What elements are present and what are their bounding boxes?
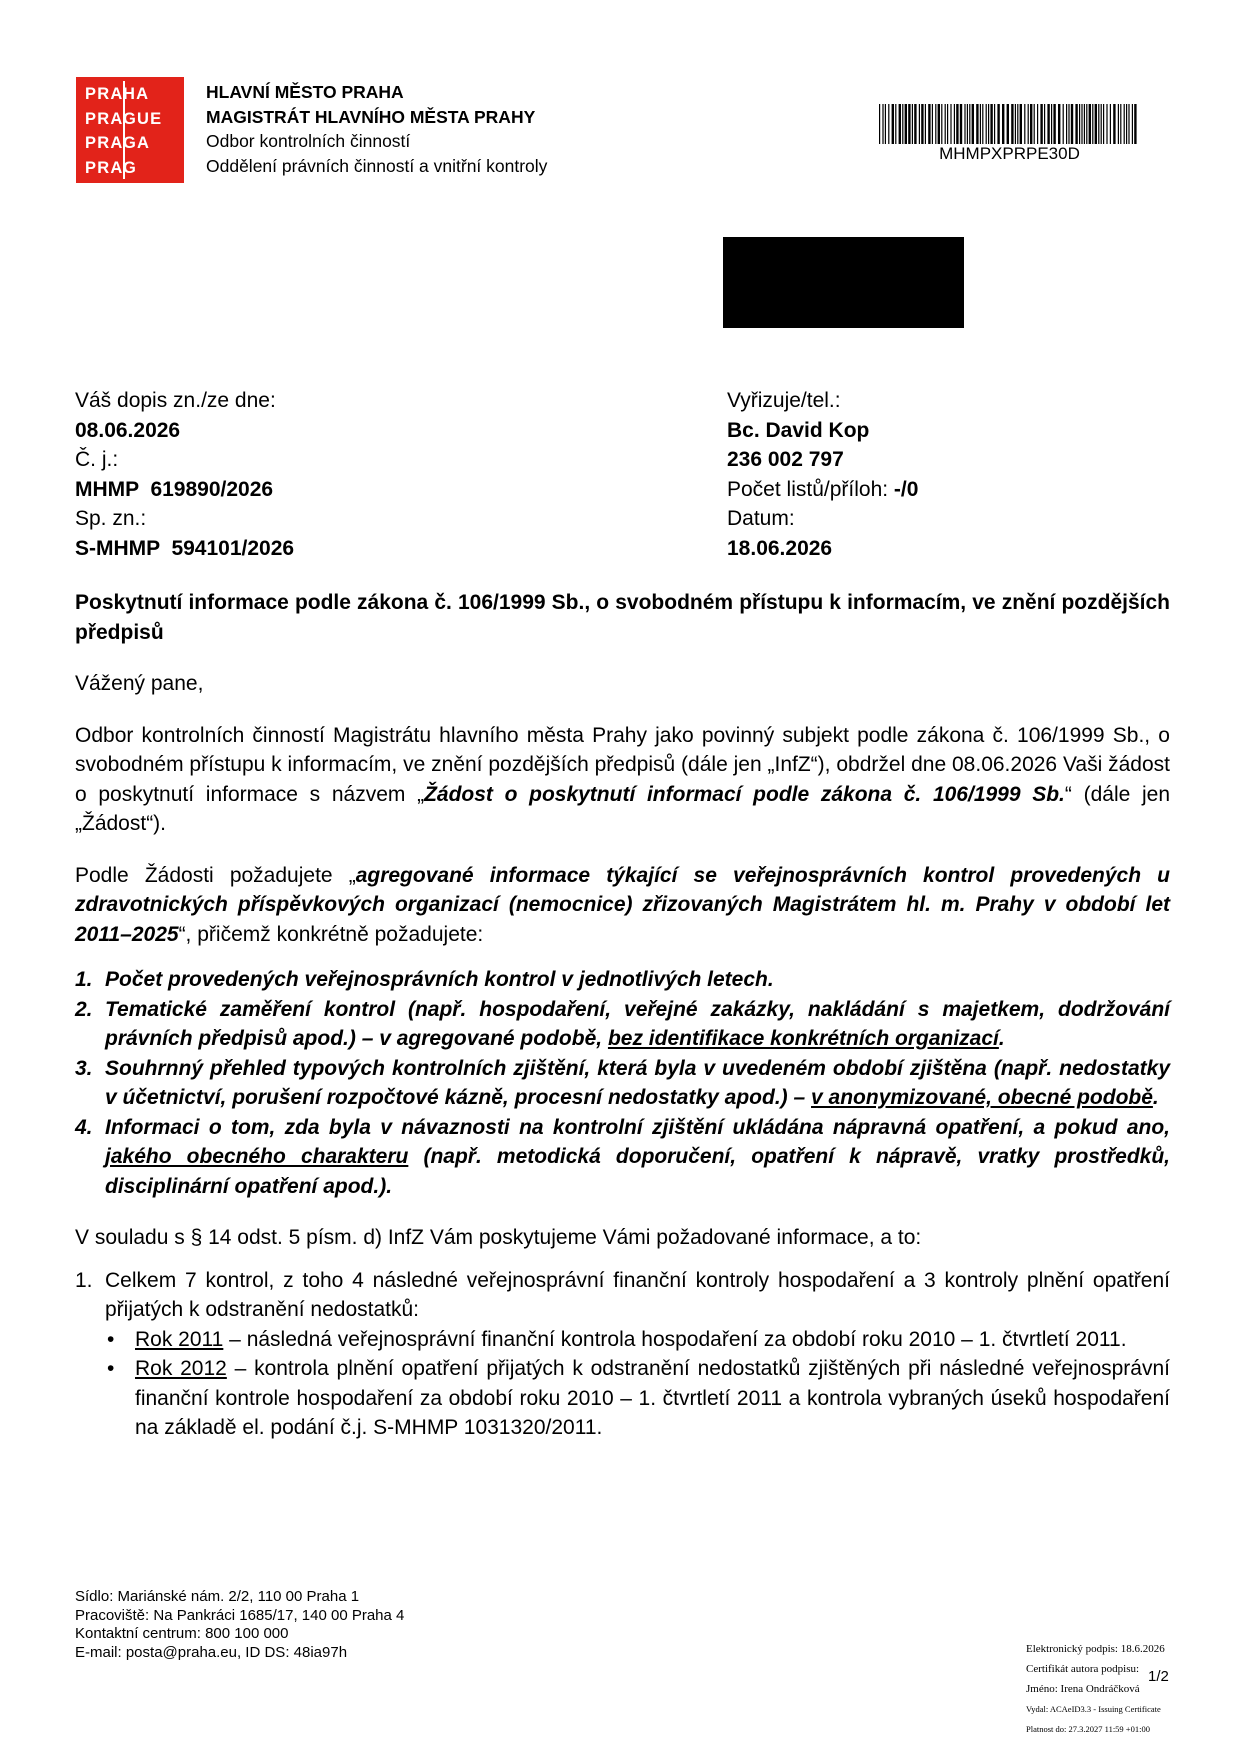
barcode-bar (932, 104, 933, 144)
barcode-bar (1002, 104, 1004, 144)
barcode-bar (1124, 104, 1125, 144)
logo-cell: PRA (85, 134, 124, 152)
logo-cell: GUE (123, 109, 163, 128)
handler-phone: 236 002 797 (727, 448, 844, 471)
barcode-bar (935, 104, 936, 144)
barcode-bar (997, 104, 999, 144)
spzn-label: Sp. zn.: (75, 507, 147, 530)
sheets-label: Počet listů/příloh: (727, 477, 894, 501)
item-number: 2. (75, 997, 93, 1021)
item-text (105, 995, 1170, 1054)
barcode-bar (1011, 104, 1013, 144)
barcode-bar (1015, 104, 1016, 144)
esig-issuer: Vydal: ACAeID3.3 - Issuing Certificate (1026, 1704, 1161, 1714)
praha-logo (76, 77, 184, 183)
footer-office: Pracoviště: Na Pankráci 1685/17, 140 00 Praha 4 (75, 1606, 405, 1624)
barcode-bar (1030, 104, 1032, 144)
page-number: 1/2 (1148, 1668, 1169, 1685)
barcode-bar (950, 104, 951, 144)
date-value: 18.06.2026 (727, 536, 833, 560)
item-number: 4. (75, 1115, 93, 1139)
letter-ref-label: Váš dopis zn./ze dne: (75, 389, 276, 412)
esig-name: Jméno: Irena Ondráčková (1026, 1683, 1140, 1695)
barcode-bar (1101, 104, 1102, 144)
barcode-bar (908, 104, 910, 144)
request-item (75, 1113, 1170, 1202)
barcode-bar (1110, 104, 1111, 144)
logo-cell: GA (123, 134, 151, 152)
request-item (75, 995, 1170, 1054)
barcode-bar (1028, 104, 1029, 144)
barcode-bar (945, 104, 946, 144)
barcode-bar (960, 104, 962, 144)
item-text-end: . (998, 1027, 1005, 1050)
item-text-underlined: bez identifikace konkrétních organizací (607, 1027, 999, 1050)
barcode-bar (994, 104, 995, 144)
barcode-bar (1128, 104, 1129, 144)
barcode-bar (1053, 104, 1055, 144)
barcode-bar (1079, 104, 1080, 144)
barcode-bar (1051, 104, 1052, 144)
sheets-value: -/0 (893, 477, 919, 501)
item-number: 3. (75, 1056, 93, 1080)
esig-date: Elektronický podpis: 18.6.2026 (1026, 1643, 1165, 1655)
barcode-bar (1044, 104, 1045, 144)
barcode-bar (1075, 104, 1077, 144)
bullet: • (107, 1357, 115, 1380)
redacted-address (723, 237, 964, 328)
barcode-bar (982, 104, 983, 144)
barcode-code: MHMPXPRPE30D (939, 144, 1080, 163)
footer-contact-centre: Kontaktní centrum: 800 100 000 (75, 1625, 289, 1642)
answer-list (75, 1266, 1170, 1443)
barcode-bar (892, 104, 894, 144)
intro-text-end: “ (dále jen „Žádost“). (75, 782, 1170, 835)
cj-label: Č. j.: (75, 448, 119, 471)
barcode-bar (980, 104, 981, 144)
barcode-bar (969, 104, 970, 144)
request-title: Žádost o poskytnutí informací podle zákona č. 106/1999 Sb. (424, 782, 1065, 806)
intro-text: Odbor kontrolních činností Magistrátu hlavního města Prahy jako povinný subjekt podle zákona č. 106/1999 Sb., o svobodném přístupu k informacím, ve znění pozdějších předpisů (dále jen „InfZ“), obdržel dne 08.06.2026 Vaši žádost o poskytnutí informace s názvem „ (75, 723, 1170, 806)
year-item (105, 1354, 1170, 1443)
barcode-bar (1103, 104, 1104, 144)
paragraph-answer-intro: V souladu s § 14 odst. 5 písm. d) InfZ Vám poskytujeme Vámi požadované informace, a to: (75, 1226, 922, 1249)
barcode-bar (954, 104, 955, 144)
barcode-bar (1017, 104, 1018, 144)
barcode-bar (1120, 104, 1121, 144)
request-item (75, 965, 1170, 995)
barcode-bar (941, 104, 942, 144)
year-label: Rok 2011 (135, 1327, 224, 1351)
handler-name: Bc. David Kop (727, 418, 870, 442)
barcode-bar (1066, 104, 1067, 144)
barcode-bar (919, 104, 920, 144)
item-text-end: (např. metodická doporučení, opatření k nápravě, vratky prostředků, disciplinární opatření apod.). (105, 1145, 1170, 1198)
request-text-end: “, přičemž konkrétně požadujete: (178, 922, 484, 946)
barcode-bar (1058, 104, 1060, 144)
sheets-line (727, 475, 918, 505)
barcode-bar (899, 104, 901, 144)
item-text-underlined: v anonymizované, obecné podobě (811, 1086, 1153, 1109)
handler-label: Vyřizuje/tel.: (727, 389, 841, 412)
bullet: • (107, 1327, 115, 1351)
barcode-bar (905, 104, 907, 144)
year-text (135, 1325, 1170, 1355)
barcode-bar (885, 104, 886, 144)
item-text (105, 1113, 1170, 1202)
item-text-part: Souhrnný přehled typových kontrolních zjištění, která byla v uvedeném období zjištěna (např. nedostatky v účetnictví, porušení rozpočtové kázně, procesní nedostatky apod.) – (105, 1056, 1170, 1109)
letterhead-unit: Oddělení právních činností a vnitřní kontroly (206, 155, 548, 176)
barcode-bar (972, 104, 974, 144)
barcode-bar (879, 104, 880, 144)
letterhead-department: Odbor kontrolních činností (206, 131, 411, 151)
item-text-underlined: jakého obecného charakteru (105, 1145, 409, 1168)
year-item (105, 1325, 1170, 1355)
cj-value: MHMP 619890/2026 (75, 477, 274, 501)
item-text-part: Tematické zaměření kontrol (např. hospodaření, veřejné zakázky, nakládání s majetkem, dodržování právních předpisů apod.) – v agregované podobě, (105, 997, 1170, 1050)
barcode-bar (1086, 104, 1087, 144)
esig-validity: Platnost do: 27.3.2027 11:59 +01:00 (1026, 1724, 1150, 1734)
barcode-bar (956, 104, 958, 144)
esig-cert-label: Certifikát autora podpisu: (1026, 1663, 1140, 1675)
year-text (135, 1354, 1170, 1443)
barcode-bar (976, 104, 978, 144)
logo-cell: PRA (85, 109, 124, 128)
barcode-bar (1132, 104, 1133, 144)
request-item (75, 1054, 1170, 1113)
barcode-bar (1007, 104, 1009, 144)
barcode-bar (986, 104, 987, 144)
subject-line: Poskytnutí informace podle zákona č. 106/1999 Sb., o svobodném přístupu k informacím, ve znění pozdějších předpisů (75, 591, 1170, 644)
answer-text (105, 1266, 1170, 1443)
logo-cell: PRA (85, 85, 124, 103)
barcode-bar (1118, 104, 1119, 144)
barcode-bar (1113, 104, 1115, 144)
reference-right (727, 386, 918, 563)
paragraph-intro (75, 721, 1170, 839)
barcode-bar (1063, 104, 1064, 144)
barcode-bar (1040, 104, 1042, 144)
barcode-bar (1068, 104, 1069, 144)
barcode-bar (1134, 104, 1136, 144)
spzn-value: S-MHMP 594101/2026 (75, 536, 295, 560)
barcode-bar (1095, 104, 1097, 144)
request-list (75, 965, 1170, 1201)
barcode-bar (1081, 104, 1082, 144)
barcode-bar (1098, 104, 1099, 144)
barcode-bar (1024, 104, 1025, 144)
barcode-bar (967, 104, 968, 144)
barcode-bar (928, 104, 930, 144)
barcode-bar (902, 104, 903, 144)
barcode-bar (938, 104, 940, 144)
barcode-bar (1071, 104, 1073, 144)
barcode-bar (888, 104, 889, 144)
year-list (105, 1325, 1170, 1443)
letterhead-office: MAGISTRÁT HLAVNÍHO MĚSTA PRAHY (206, 106, 536, 127)
paragraph-request (75, 861, 1170, 950)
footer-email: E-mail: posta@praha.eu, ID DS: 48ia97h (75, 1643, 348, 1661)
electronic-signature (1026, 1639, 1165, 1739)
barcode-bar (1106, 104, 1107, 144)
footer-seat: Sídlo: Mariánské nám. 2/2, 110 00 Praha 1 (75, 1588, 360, 1605)
barcode-bar (964, 104, 965, 144)
barcode-bar (1126, 104, 1127, 144)
item-text (105, 1054, 1170, 1113)
letter-ref-date: 08.06.2026 (75, 418, 181, 442)
item-number: 1. (75, 968, 93, 991)
item-text-part: Informaci o tom, zda byla v návaznosti na kontrolní zjištění ukládána nápravná opatření, a pokud ano, (105, 1115, 1170, 1139)
footer-contact (75, 1588, 404, 1662)
answer-item (75, 1266, 1170, 1443)
logo-cell: HA (123, 85, 150, 103)
barcode-bar (1034, 104, 1035, 144)
item-text: Počet provedených veřejnosprávních kontrol v jednotlivých letech. (105, 968, 774, 991)
item-number: 1. (75, 1268, 93, 1292)
salutation: Vážený pane, (75, 672, 204, 695)
date-label: Datum: (727, 507, 795, 530)
barcode-bar (1037, 104, 1038, 144)
barcode-bar (921, 104, 923, 144)
logo-cell: G (123, 158, 138, 177)
reference-left (75, 386, 294, 563)
logo-text (85, 83, 175, 180)
barcode-bar (914, 104, 916, 144)
answer-summary: Celkem 7 kontrol, z toho 4 následné veřejnosprávní finanční kontroly hospodaření a 3 kontroly plnění opatření přijatých k odstranění nedostatků: (105, 1268, 1170, 1321)
barcode-bar (990, 104, 992, 144)
year-description: – kontrola plnění opatření přijatých k odstranění nedostatků zjištěných při následné veřejnosprávní finanční kontrole hospodaření za období roku 2010 – 1. čtvrtletí 2011 a kontrola vybraných úseků hospodaření na základě el. podání č.j. S-MHMP 1031320/2011. (135, 1357, 1170, 1439)
barcode-bar (1020, 104, 1022, 144)
request-text: Podle Žádosti požadujete „ (75, 863, 356, 887)
barcode-bar (1047, 104, 1049, 144)
letterhead-city: HLAVNÍ MĚSTO PRAHA (206, 82, 404, 102)
barcode-bar (947, 104, 948, 144)
logo-cell: PRA (85, 158, 124, 177)
barcode-bar (882, 104, 883, 144)
barcode-bar (1084, 104, 1085, 144)
letter-body (75, 588, 1170, 1443)
barcode-bar (912, 104, 913, 144)
letterhead (206, 80, 547, 178)
barcode (879, 104, 1140, 144)
barcode-bar (1092, 104, 1093, 144)
year-description: – následná veřejnosprávní finanční kontrola hospodaření za období roku 2010 – 1. čtvrtletí 2011. (223, 1327, 1127, 1351)
barcode-bar (925, 104, 926, 144)
barcode-bar (895, 104, 896, 144)
item-text-end: . (1152, 1086, 1159, 1109)
barcode-bar (1089, 104, 1091, 144)
barcode-bar (988, 104, 989, 144)
request-quote: agregované informace týkající se veřejnosprávních kontrol provedených u zdravotnických příspěvkových organizací (nemocnice) zřizovaných Magistrátem hl. m. Prahy v období let 2011–2025 (75, 863, 1170, 946)
year-label: Rok 2012 (135, 1357, 227, 1380)
